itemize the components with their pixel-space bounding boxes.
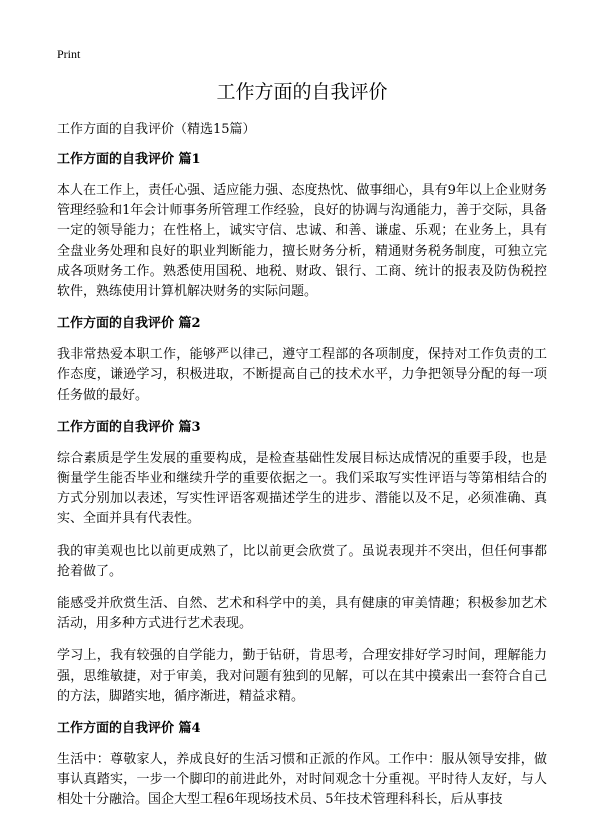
section-1-heading: 工作方面的自我评价 篇1	[57, 152, 201, 167]
section-1-paragraph: 本人在工作上，责任心强、适应能力强、态度热忱、做事细心，具有9年以上企业财务管理经验和1年会计师事务所管理工作经验，良好的协调与沟通能力，善于交际，具备一定的领导能力；在性格上，诚实守信、忠诚、和善、谦虚、乐观；在业务上，具有全盘业务处理和良好的职业判断能力，擅长财务分析，精通财务税务制度，可独立完成各项财务工作。熟悉使用国税、地税、财政、银行、工商、统计的报表及防伪税控软件，熟练使用计算机解决财务的实际问题。	[57, 183, 547, 300]
section-3-paragraph-1: 综合素质是学生发展的重要构成，是检查基础性发展目标达成情况的重要手段，也是衡量学生能否毕业和继续升学的重要依据之一。我们采取写实性评语与等第相结合的方式分别加以表述，写实性评语客观描述学生的进步、潜能以及不足，必须准确、真实、全面并具有代表性。	[57, 450, 547, 527]
section-4-paragraph: 生活中：尊敬家人，养成良好的生活习惯和正派的作风。工作中：服从领导安排，做事认真踏实，一步一个脚印的前进此外，对时间观念十分重视。平时待人友好，与人相处十分融洽。国企大型工程6年现场技术员、5年技术管理科科长，后从事技	[57, 752, 547, 808]
section-3-paragraph-2: 我的审美观也比以前更成熟了，比以前更会欣赏了。虽说表现并不突出，但任何事都抢着做了。	[57, 543, 547, 579]
section-3-heading: 工作方面的自我评价 篇3	[57, 419, 201, 435]
section-2-paragraph: 我非常热爱本职工作，能够严以律己，遵守工程部的各项制度，保持对工作负责的工作态度，谦逊学习，积极进取，不断提高自己的技术水平，力争把领导分配的每一项任务做的最好。	[57, 347, 547, 403]
print-link[interactable]: Print	[57, 47, 81, 61]
page-title: 工作方面的自我评价	[216, 81, 388, 103]
section-3-paragraph-3: 能感受并欣赏生活、自然、艺术和科学中的美，具有健康的审美情趣；积极参加艺术活动，用多种方式进行艺术表现。	[57, 596, 547, 632]
section-4-heading: 工作方面的自我评价 篇4	[57, 721, 201, 737]
section-2-heading: 工作方面的自我评价 篇2	[57, 316, 201, 332]
document-subtitle: 工作方面的自我评价（精选15篇）	[57, 122, 256, 137]
section-3-paragraph-4: 学习上，我有较强的自学能力，勤于钻研，肯思考，合理安排好学习时间，理解能力强，思维敏捷，对于审美，我对问题有独到的见解，可以在其中摸索出一套符合自己的方法，脚踏实地，循序渐进，精益求精。	[57, 648, 547, 704]
document-body	[57, 80, 547, 823]
